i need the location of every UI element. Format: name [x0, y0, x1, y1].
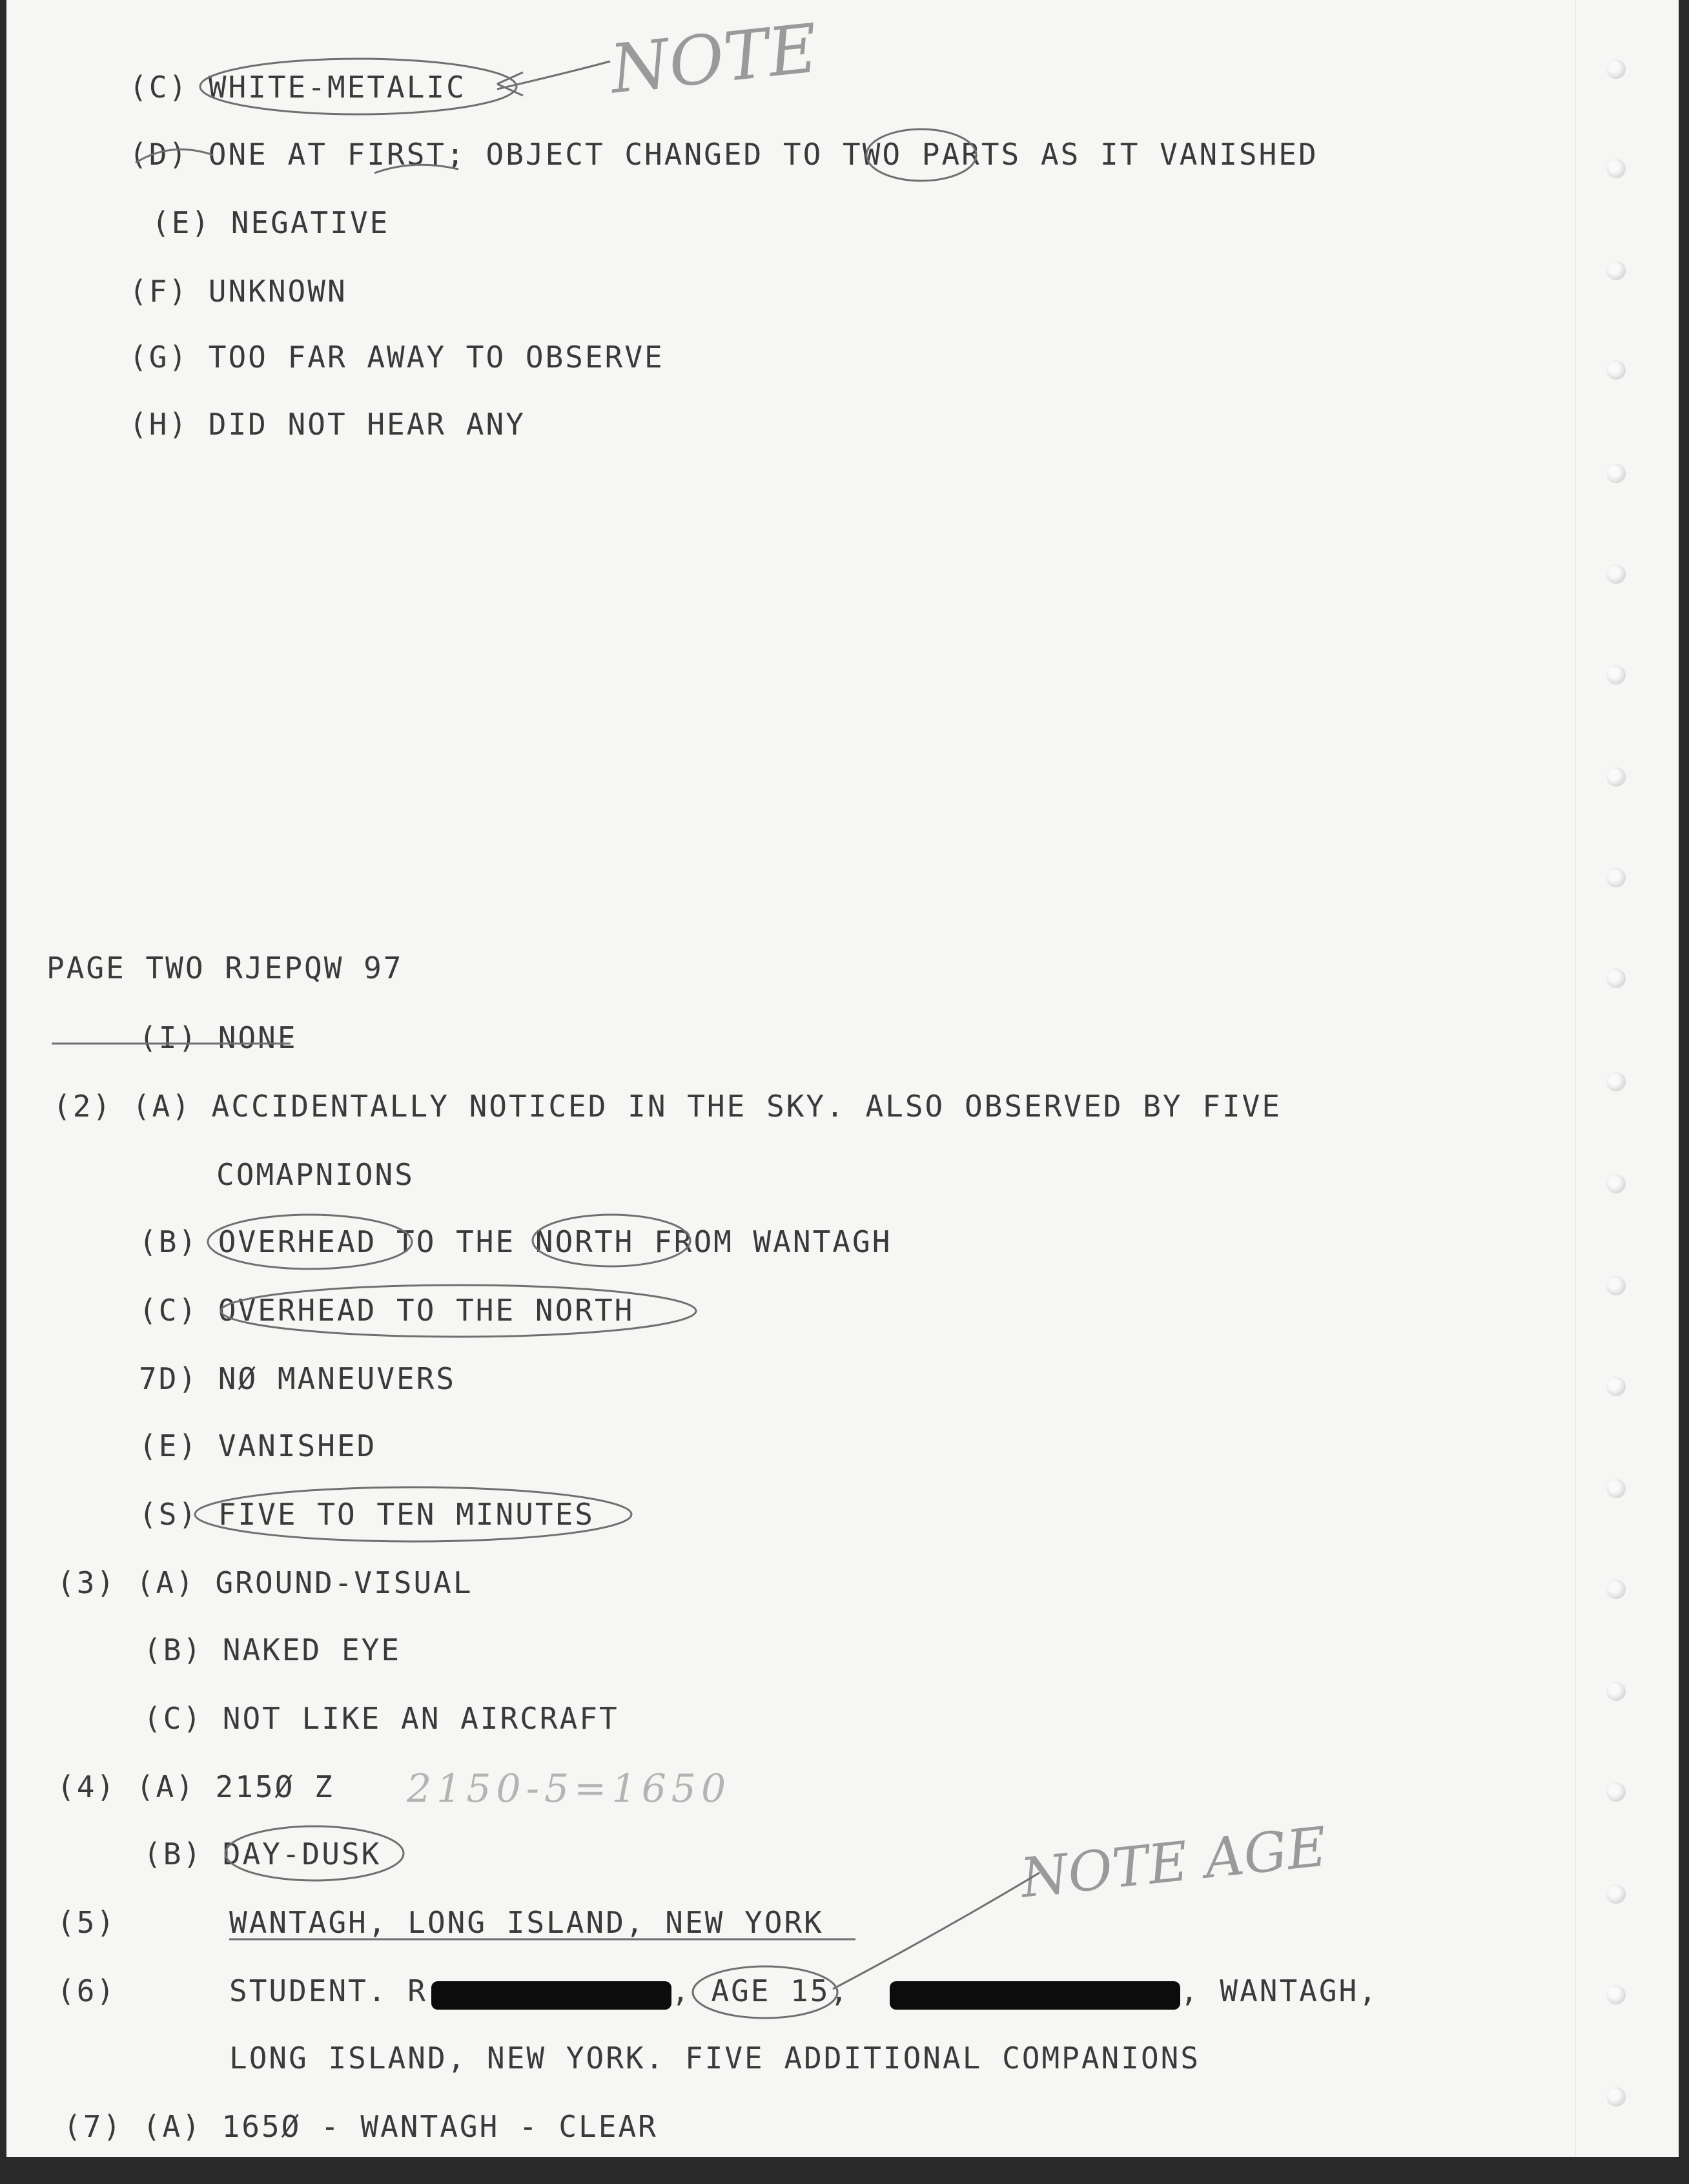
- feed-hole: [1606, 2087, 1626, 2107]
- pen-markings: [6, 0, 1679, 2157]
- feed-hole: [1606, 1276, 1626, 1295]
- handwritten-calculation: 2150-5=1650: [407, 1766, 732, 1811]
- feed-hole: [1606, 59, 1626, 79]
- feed-hole: [1606, 261, 1626, 280]
- line-3a-observation: (3) (A) GROUND-VISUAL: [57, 1565, 473, 1600]
- line-6-observer-c: , WANTAGH,: [1180, 1973, 1378, 2008]
- feed-hole: [1606, 159, 1626, 178]
- feed-hole: [1606, 1174, 1626, 1193]
- line-2f-duration: (S) FIVE TO TEN MINUTES: [139, 1497, 595, 1532]
- line-4a-time: (4) (A) 215Ø Z: [57, 1769, 334, 1804]
- feed-hole: [1606, 1884, 1626, 1904]
- feed-hole: [1606, 868, 1626, 887]
- line-5-label: (5): [57, 1905, 117, 1940]
- line-6-observer-b: , AGE 15,: [671, 1973, 850, 2008]
- feed-hole: [1606, 360, 1626, 380]
- feed-hole: [1606, 1782, 1626, 1802]
- line-f-features: (F) UNKNOWN: [129, 274, 347, 309]
- line-6-label: (6): [57, 1973, 117, 2008]
- line-i-other: (I) NONE: [139, 1020, 298, 1055]
- line-c-color: (C) WHITE-METALIC: [129, 70, 466, 105]
- feed-hole: [1606, 1682, 1626, 1701]
- feed-hole: [1606, 665, 1626, 685]
- line-2d-flight-path: 7D) NØ MANEUVERS: [139, 1361, 456, 1396]
- line-6-observer-a: STUDENT. R: [229, 1973, 427, 2008]
- line-h-sound: (H) DID NOT HEAR ANY: [129, 407, 526, 442]
- feed-hole: [1606, 767, 1626, 787]
- feed-hole: [1606, 1580, 1626, 1599]
- feed-hole: [1606, 1377, 1626, 1396]
- handwritten-note: NOTE: [606, 8, 822, 109]
- line-d-number: (D) ONE AT FIRST; OBJECT CHANGED TO TWO PARTS AS IT VANISHED: [129, 137, 1318, 172]
- line-2a-continued: COMAPNIONS: [216, 1157, 415, 1192]
- line-g-tail: (G) TOO FAR AWAY TO OBSERVE: [129, 340, 664, 375]
- feed-hole: [1606, 564, 1626, 584]
- page-header: PAGE TWO RJEPQW 97: [46, 951, 404, 985]
- line-2a-attention: (2) (A) ACCIDENTALLY NOTICED IN THE SKY. ALSO OBSERVED BY FIVE: [53, 1089, 1282, 1124]
- feed-hole: [1606, 1479, 1626, 1498]
- feed-hole: [1606, 464, 1626, 483]
- line-3c-aircraft: (C) NOT LIKE AN AIRCRAFT: [143, 1701, 619, 1736]
- line-2c-angle-disappear: (C) OVERHEAD TO THE NORTH: [139, 1293, 635, 1328]
- line-2b-angle-first: (B) OVERHEAD TO THE NORTH FROM WANTAGH: [139, 1224, 892, 1259]
- document-page: [6, 0, 1679, 2157]
- feed-hole: [1606, 969, 1626, 988]
- line-3b-aids: (B) NAKED EYE: [143, 1633, 402, 1667]
- line-4b-light: (B) DAY-DUSK: [143, 1837, 382, 1871]
- line-5-location: WANTAGH, LONG ISLAND, NEW YORK: [229, 1905, 824, 1940]
- line-2e-disappear: (E) VANISHED: [139, 1428, 377, 1463]
- handwritten-note-age: NOTE AGE: [1018, 1815, 1330, 1910]
- line-7a-weather: (7) (A) 165Ø - WANTAGH - CLEAR: [63, 2109, 658, 2144]
- feed-hole: [1606, 1072, 1626, 1091]
- line-6-continued: LONG ISLAND, NEW YORK. FIVE ADDITIONAL COMPANIONS: [229, 2041, 1201, 2076]
- line-e-formation: (E) NEGATIVE: [152, 205, 390, 240]
- feed-hole: [1606, 1985, 1626, 2004]
